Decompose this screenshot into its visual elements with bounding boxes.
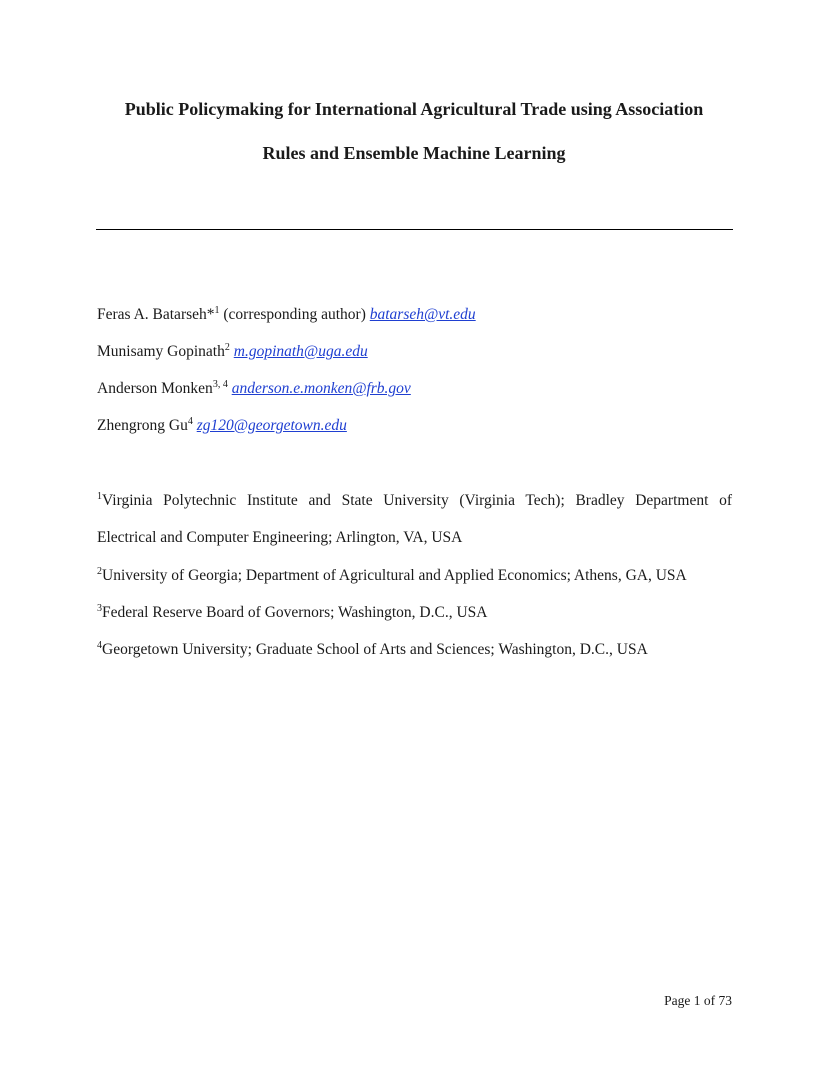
affiliation-superscript: 3: [97, 603, 102, 614]
author-name: Feras A. Batarseh*: [97, 306, 215, 323]
affiliation-superscript: 4: [97, 640, 102, 651]
author-line-3: [97, 379, 411, 399]
paper-title-line-2: Rules and Ensemble Machine Learning: [262, 143, 566, 163]
author-email-link[interactable]: batarseh@vt.edu: [369, 306, 476, 323]
affiliation-text: Georgetown University; Graduate School of Arts and Sciences; Washington, D.C., USA: [102, 641, 648, 658]
author-name: Zhengrong Gu: [97, 417, 188, 434]
author-email-link[interactable]: m.gopinath@uga.edu: [233, 343, 368, 360]
affiliation-4: [97, 640, 648, 660]
affiliation-1-continuation: Electrical and Computer Engineering; Arlington, VA, USA: [97, 529, 463, 546]
affiliation-superscript: 2: [97, 566, 102, 577]
author-email-link[interactable]: zg120@georgetown.edu: [196, 417, 347, 434]
affiliation-3: [97, 603, 487, 623]
author-superscript: 1: [214, 305, 220, 316]
affiliation-text: University of Georgia; Department of Agricultural and Applied Economics; Athens, GA, USA: [102, 567, 687, 584]
affiliation-text: Virginia Polytechnic Institute and State University (Virginia Tech); Bradley Department of: [102, 492, 732, 509]
page-number: Page 1 of 73: [664, 993, 732, 1008]
author-superscript: 2: [224, 342, 230, 353]
paper-title-line-1: Public Policymaking for International Agricultural Trade using Association: [124, 99, 704, 119]
author-name: Anderson Monken: [97, 380, 213, 397]
affiliation-1: [97, 491, 732, 511]
author-superscript: 3, 4: [212, 379, 228, 390]
author-line-4: [97, 416, 347, 436]
author-line-2: [97, 342, 368, 362]
author-line-1: [97, 305, 476, 325]
affiliation-2: [97, 566, 687, 586]
affiliation-superscript: 1: [97, 491, 102, 502]
author-email-link[interactable]: anderson.e.monken@frb.gov: [231, 380, 411, 397]
author-note: (corresponding author): [219, 306, 370, 323]
affiliation-text: Federal Reserve Board of Governors; Washington, D.C., USA: [102, 604, 488, 621]
title-divider: [96, 229, 733, 230]
author-name: Munisamy Gopinath: [97, 343, 225, 360]
author-superscript: 4: [187, 416, 193, 427]
